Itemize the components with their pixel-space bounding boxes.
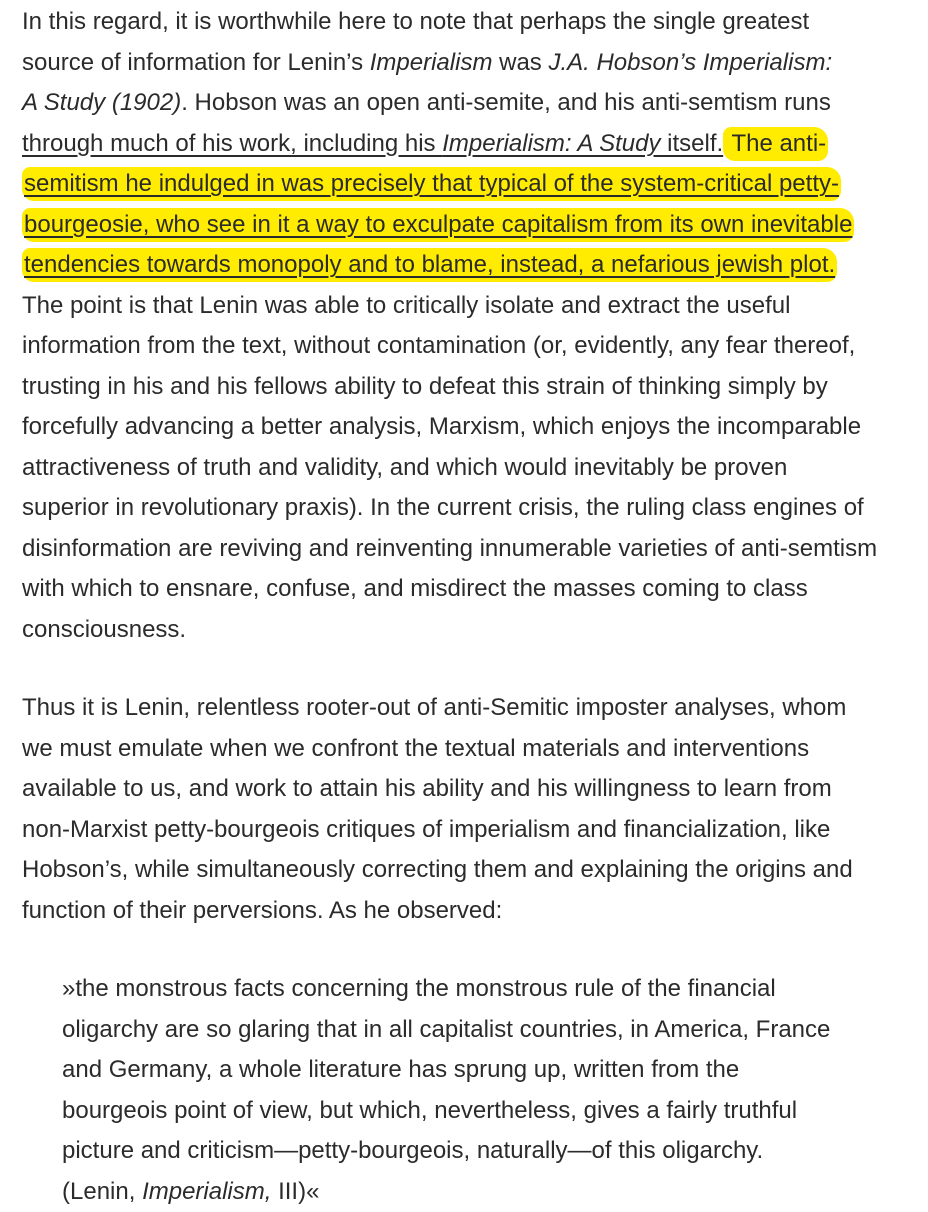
text-line: function of their perversions. As he observed: xyxy=(22,891,900,932)
quote-line: oligarchy are so glaring that in all capitalist countries, in America, France xyxy=(22,1010,900,1051)
book-title-hobson: J.A. Hobson’s Imperialism: xyxy=(548,49,832,76)
book-title-imperialism-a-study: Imperialism: A Study xyxy=(442,130,660,157)
text-line: non-Marxist petty-bourgeois critiques of imperialism and financialization, like xyxy=(22,810,900,851)
book-title-imperialism: Imperialism, xyxy=(142,1178,271,1205)
highlighted-text: tendencies towards monopoly and to blame, instead, a nefarious jewish plot. xyxy=(22,248,837,282)
text-line: Thus it is Lenin, relentless rooter-out of anti-Semitic imposter analyses, whom xyxy=(22,688,900,729)
quote-line: »the monstrous facts concerning the monstrous rule of the financial xyxy=(22,969,900,1010)
highlighted-text: semitism he indulged in was precisely that typical of the system-critical petty- xyxy=(22,167,841,201)
text-line: In this regard, it is worthwhile here to note that perhaps the single greatest xyxy=(22,2,900,43)
text-run: source of information for Lenin’s xyxy=(22,49,370,76)
paragraph-2 xyxy=(22,688,900,931)
text-line: consciousness. xyxy=(22,610,900,651)
quote-line: and Germany, a whole literature has sprung up, written from the xyxy=(22,1050,900,1091)
text-line: superior in revolutionary praxis). In the current crisis, the ruling class engines of xyxy=(22,488,900,529)
text-line: we must emulate when we confront the textual materials and interventions xyxy=(22,729,900,770)
quote-citation xyxy=(22,1172,900,1212)
text-line: Hobson’s, while simultaneously correcting them and explaining the origins and xyxy=(22,850,900,891)
text-line: available to us, and work to attain his ability and his willingness to learn from xyxy=(22,769,900,810)
text-line: attractiveness of truth and validity, and which would inevitably be proven xyxy=(22,448,900,489)
quote-line: bourgeois point of view, but which, nevertheless, gives a fairly truthful xyxy=(22,1091,900,1132)
quote-line: picture and criticism—petty-bourgeois, naturally—of this oligarchy. xyxy=(22,1131,900,1172)
text-run: through much of his work, including his xyxy=(22,130,442,157)
text-line xyxy=(22,43,900,84)
text-line xyxy=(22,164,900,205)
text-line xyxy=(22,205,900,246)
text-line xyxy=(22,245,900,286)
text-run: was xyxy=(492,49,548,76)
text-line: forcefully advancing a better analysis, Marxism, which enjoys the incomparable xyxy=(22,407,900,448)
text-run: . Hobson was an open anti-semite, and his anti-semtism runs xyxy=(181,89,831,116)
book-title-imperialism: Imperialism xyxy=(370,49,493,76)
blockquote xyxy=(22,969,900,1212)
text-line xyxy=(22,124,900,165)
highlighted-text: bourgeosie, who see in it a way to exculpate capitalism from its own inevitable xyxy=(22,208,854,242)
text-line: information from the text, without contamination (or, evidently, any fear thereof, xyxy=(22,326,900,367)
text-line: The point is that Lenin was able to critically isolate and extract the useful xyxy=(22,286,900,327)
paragraph-1 xyxy=(22,0,900,650)
text-run: (Lenin, xyxy=(62,1178,142,1205)
text-line: trusting in his and his fellows ability to defeat this strain of thinking simply by xyxy=(22,367,900,408)
text-line: with which to ensnare, confuse, and misdirect the masses coming to class xyxy=(22,569,900,610)
highlighted-text: The anti- xyxy=(723,127,828,161)
text-line: disinformation are reviving and reinventing innumerable varieties of anti-semtism xyxy=(22,529,900,570)
book-title-hobson-cont: A Study (1902) xyxy=(22,89,181,116)
text-run: III)« xyxy=(271,1178,319,1205)
paragraph-spacer xyxy=(22,931,900,969)
underlined-text xyxy=(22,130,723,157)
text-run: itself. xyxy=(661,130,724,157)
paragraph-spacer xyxy=(22,650,900,688)
text-line xyxy=(22,83,900,124)
